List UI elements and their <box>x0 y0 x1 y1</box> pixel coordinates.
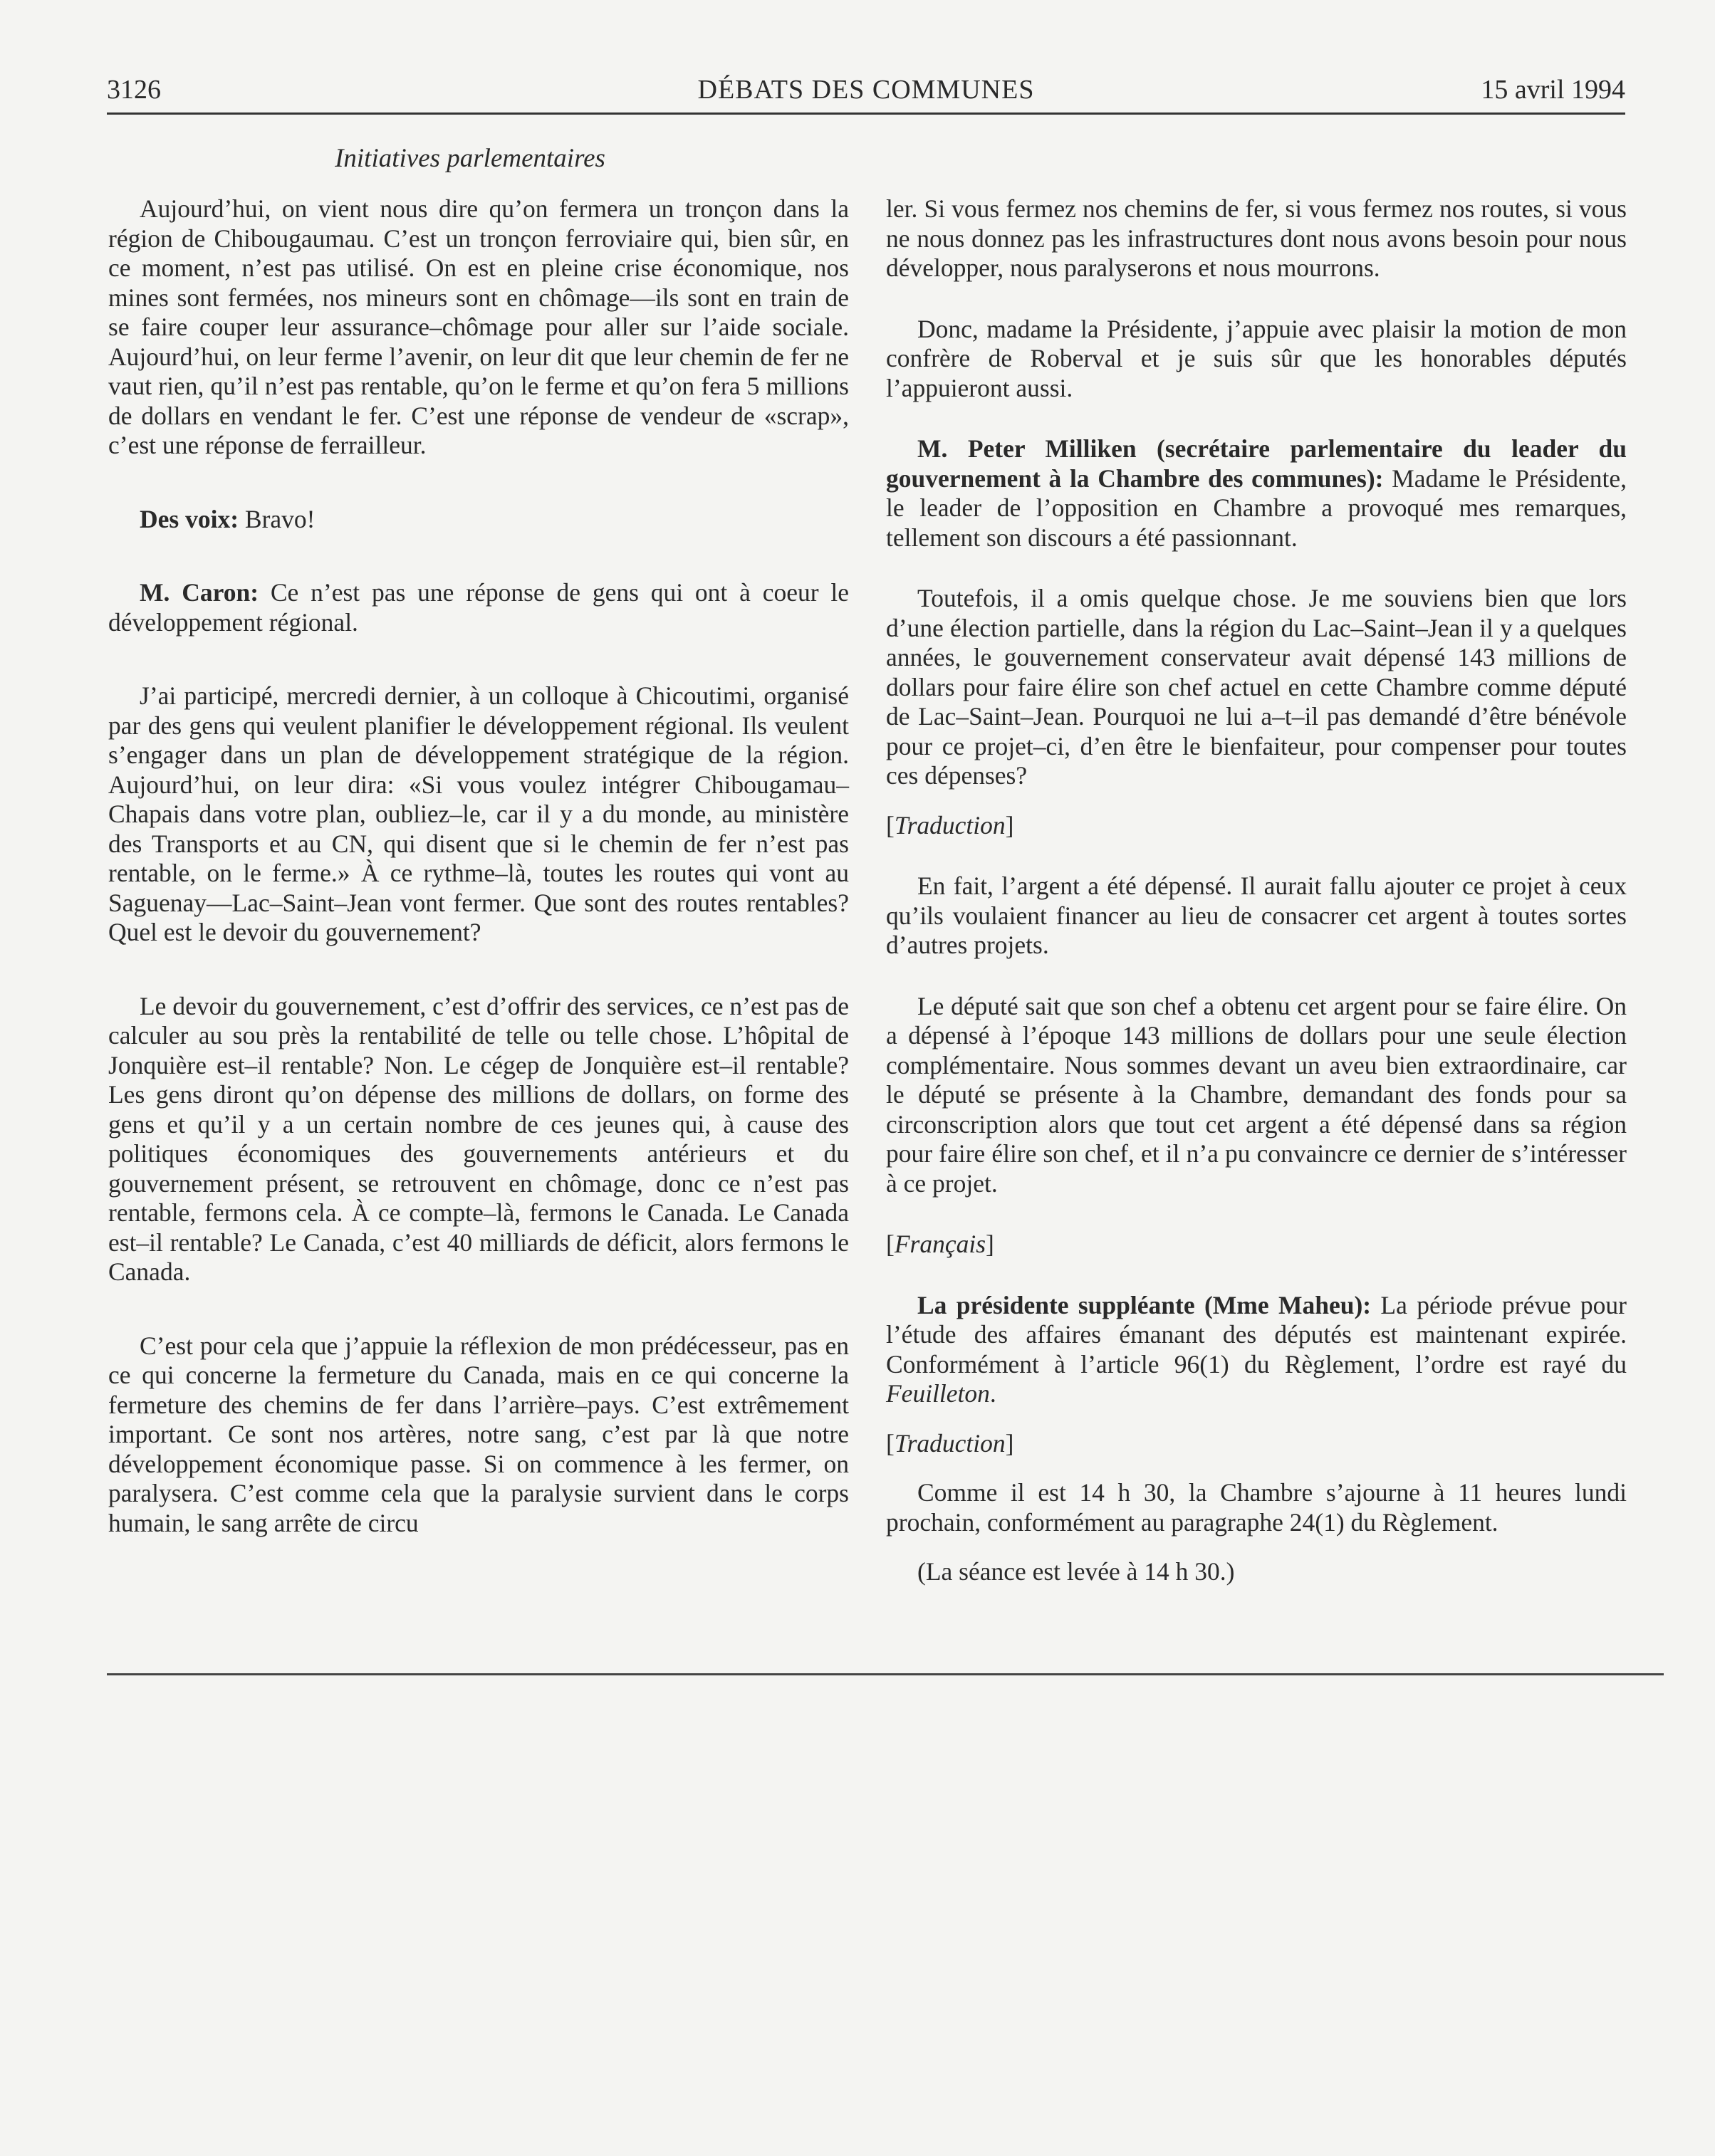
language-tag: [Traduction] <box>886 1428 1014 1458</box>
right-column <box>886 194 1627 1587</box>
speaker-name: La présidente suppléante (Mme Maheu): <box>917 1290 1372 1319</box>
speaker-name: M. Caron: <box>140 578 259 607</box>
paragraph <box>886 1291 1627 1409</box>
paragraph: Comme il est 14 h 30, la Chambre s’ajourne à 11 heures lundi prochain, conformément au paragraphe 24(1) du Règlement. <box>886 1478 1627 1537</box>
italic-term: Feuilleton <box>886 1379 990 1408</box>
paragraph: Toutefois, il a omis quelque chose. Je me souviens bien que lors d’une élection partielle, dans la région du Lac–Saint–Jean il y a quelques années, le gouvernement conservateur avait dépensé 143 millions de dollars pour faire élire son chef actuel en cette Chambre comme député de Lac–Saint–Jean. Pourquoi ne lui a–t–il pas demandé d’être bénévole pour ce projet–ci, d’en être le bienfaiteur, pour compenser pour toutes ces dépenses? <box>886 584 1627 790</box>
speaker-name: M. Peter Milliken (secrétaire parlementaire du leader du gouvernement à la Chambre des communes): <box>886 434 1627 493</box>
issue-date: 15 avril 1994 <box>1481 75 1625 105</box>
language-tag-label: Traduction <box>894 810 1006 839</box>
speech-text: Ce n’est pas une réponse de gens qui ont à coeur le développement régional. <box>108 578 850 637</box>
speech-text: Madame le Présidente, le leader de l’opposition en Chambre a provoqué mes remarques, tellement son discours a été passionnant. <box>886 464 1627 552</box>
paragraph: ler. Si vous fermez nos chemins de fer, si vous fermez nos routes, si vous ne nous donnez pas les infrastructures dont nous avons besoin pour nous développer, nous paralyserons et nous mourrons. <box>886 194 1627 282</box>
language-tag-label: Traduction <box>894 1428 1006 1458</box>
page-header <box>107 68 1625 111</box>
paragraph: Donc, madame la Présidente, j’appuie avec plaisir la motion de mon confrère de Roberval et je suis sûr que les honorables députés l’appuieront aussi. <box>886 314 1627 402</box>
footer-rule <box>107 1673 1664 1675</box>
section-title: Initiatives parlementaires <box>335 144 605 173</box>
page-number: 3126 <box>107 75 161 105</box>
sitting-adjourned-note: (La séance est levée à 14 h 30.) <box>917 1557 1235 1586</box>
paragraph: Aujourd’hui, on vient nous dire qu’on fermera un tronçon dans la région de Chibougaumau. C’est un tronçon ferroviaire qui, bien sûr, en ce moment, n’est pas utilisé. On est en pleine crise économique, nos mines sont fermées, nos mineurs sont en chômage—ils sont en train de se faire couper leur assurance–chômage pour aller sur l’aide sociale. Aujourd’hui, on leur ferme l’avenir, on leur dit que leur chemin de fer ne vaut rien, qu’il n’est pas rentable, qu’on le ferme et qu’on fera 5 millions de dollars en vendant le fer. C’est une réponse de vendeur de «scrap», c’est une réponse de ferrailleur. <box>108 194 849 459</box>
paragraph: En fait, l’argent a été dépensé. Il aurait fallu ajouter ce projet à ceux qu’ils voulaient financer au lieu de consacrer cet argent à toutes sortes d’autres projets. <box>886 872 1627 959</box>
language-tag-label: Français <box>894 1230 986 1258</box>
publication-title: DÉBATS DES COMMUNES <box>697 75 1035 105</box>
paragraph: J’ai participé, mercredi dernier, à un colloque à Chicoutimi, organisé par des gens qui veulent planifier le développement régional. Ils veulent s’engager dans un plan de développement stratégique de la région. Aujourd’hui, on leur dira: «Si vous voulez intégrer Chibougamau–Chapais dans votre plan, oubliez–le, car il y a du monde, au ministère des Transports et au CN, qui disent que si le chemin de fer n’est pas rentable, on le ferme.» À ce rythme–là, toutes les routes qui vont au Saguenay—Lac–Saint–Jean vont fermer. Que sont des routes rentables? Quel est le devoir du gouvernement? <box>108 681 849 946</box>
language-tag: [Français] <box>886 1230 994 1258</box>
paragraph <box>886 434 1627 553</box>
language-tag: [Traduction] <box>886 810 1014 839</box>
paragraph: Le devoir du gouvernement, c’est d’offrir des services, ce n’est pas de calculer au sou près la rentabilité de telle ou telle chose. L’hôpital de Jonquière est–il rentable? Non. Le cégep de Jonquière est–il rentable? Les gens diront qu’on dépense des millions de dollars, on forme des gens et qu’il y a un certain nombre de ces jeunes qui, à cause des politiques économiques des gouvernements antérieurs et du gouvernement présent, se retrouvent en chômage, donc ce n’est pas rentable, fermons cela. À ce compte–là, fermons le Canada. Le Canada est–il rentable? Le Canada, c’est 40 milliards de déficit, alors fermons le Canada. <box>108 991 849 1286</box>
paragraph: C’est pour cela que j’appuie la réflexion de mon prédécesseur, pas en ce qui concerne la fermeture du Canada, mais en ce qui concerne la fermeture des chemins de fer dans l’arrière–pays. C’est extrêmement important. Ce sont nos artères, notre sang, c’est par là que notre développement économique passe. Si on commence à les fermer, on paralysera. C’est comme cela que la paralysie survient dans le corps humain, le sang arrête de circu <box>108 1331 849 1537</box>
speech-text: La période prévue pour l’étude des affaires émanant des députés est maintenant expirée. Conformément à l’article 96(1) du Règlement, l’ordre est rayé du <box>886 1290 1627 1378</box>
paragraph <box>108 505 849 535</box>
paragraph <box>108 578 849 637</box>
speech-text-end: . <box>989 1379 996 1408</box>
paragraph: Le député sait que son chef a obtenu cet argent pour se faire élire. On a dépensé à l’époque 143 millions de dollars pour une seule élection complémentaire. Nous sommes devant un aveu bien extraordinaire, car le député se présente à la Chambre, demandant des fonds pour sa circonscription alors que tout cet argent a été dépensé dans sa région pour faire élire son chef, et il n’a pu convaincre ce dernier de s’intéresser à ce projet. <box>886 991 1627 1198</box>
header-rule <box>107 112 1625 115</box>
left-column <box>108 194 849 1538</box>
speech-text: Bravo! <box>239 504 316 533</box>
speaker-name: Des voix: <box>140 504 239 533</box>
